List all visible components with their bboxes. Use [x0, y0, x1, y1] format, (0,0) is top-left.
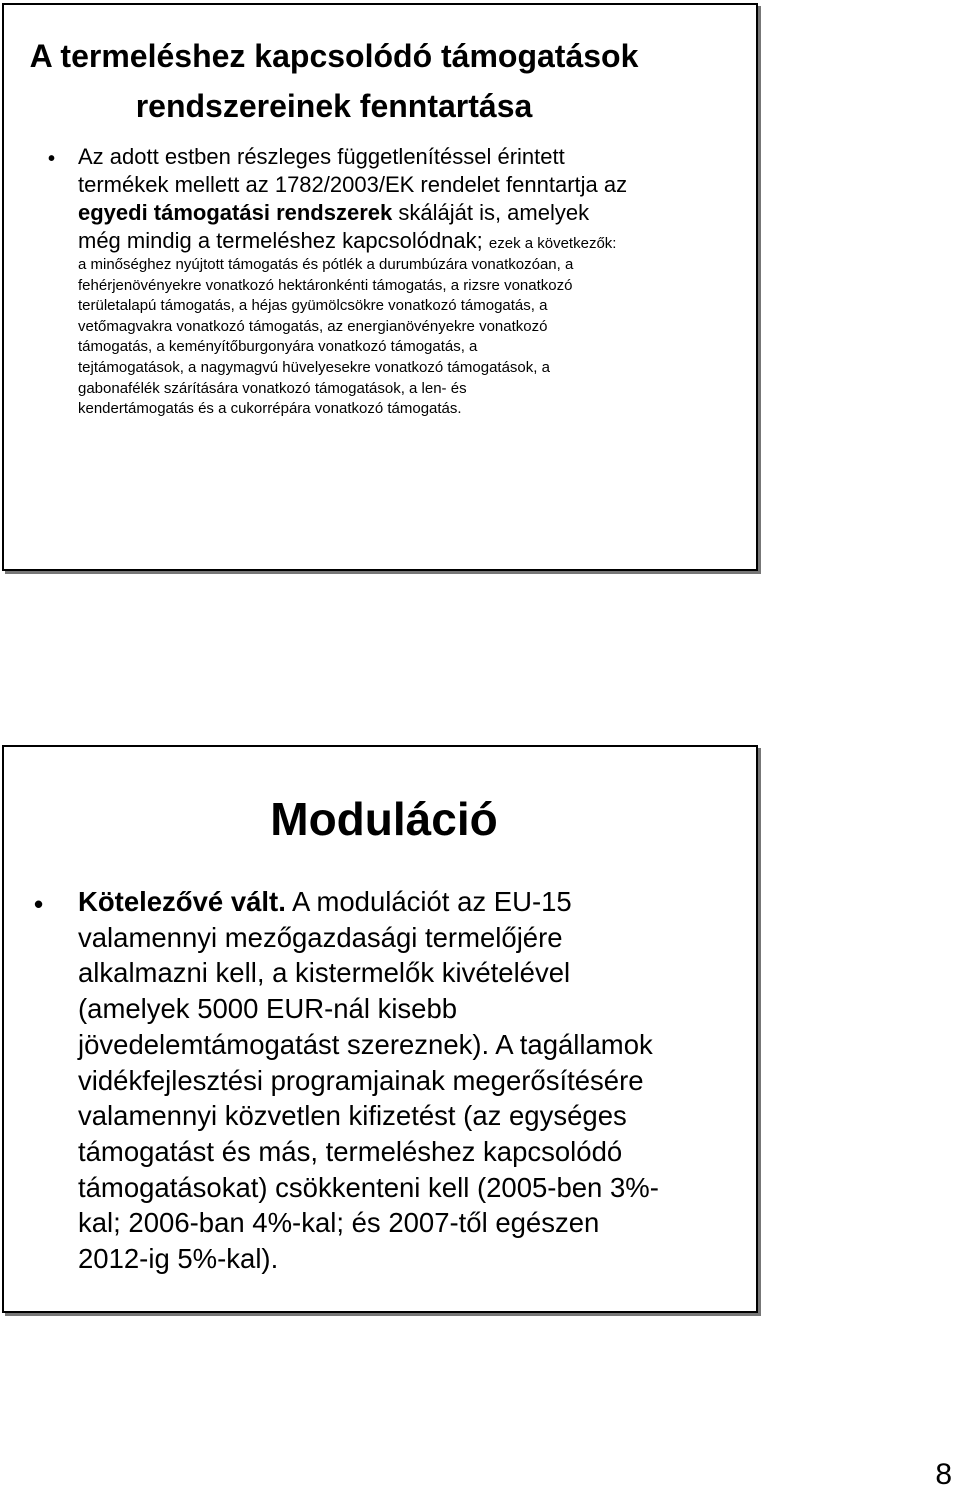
paragraph-line: jövedelemtámogatást szereznek). A tagállamok [78, 1028, 653, 1060]
paragraph-line: Az adott estben részleges függetlenítéssel érintett [78, 144, 565, 169]
paragraph-line: (amelyek 5000 EUR-nál kisebb [78, 993, 458, 1025]
paragraph-small-line: fehérjenövényekre vonatkozó hektáronkénti támogatás, a rizsre vonatkozó [78, 276, 573, 294]
paragraph-small-line: a minőséghez nyújtott támogatás és pótlék a durumbúzára vonatkozóan, a [78, 256, 574, 273]
page-number: 8 [935, 1458, 952, 1491]
paragraph-line: vidékfejlesztési programjainak megerősítésére [78, 1064, 644, 1096]
paragraph-line: alkalmazni kell, a kistermelők kivételével [78, 957, 571, 989]
bold-phrase: egyedi támogatási rendszerek [78, 200, 393, 225]
paragraph-line: termékek mellett az 1782/2003/EK rendelet fenntartja az [78, 172, 628, 197]
slide-title: Moduláció [270, 793, 498, 845]
paragraph-line: támogatást és más, termeléshez kapcsolódó [78, 1135, 623, 1167]
paragraph-text: A modulációt az EU-15 [285, 886, 572, 917]
paragraph-text: skáláját is, amelyek [392, 200, 590, 225]
slide-support-systems [2, 3, 758, 571]
paragraph-line [78, 884, 743, 920]
paragraph-small-line: vetőmagvakra vonatkozó támogatás, az energianövényekre vonatkozó [78, 317, 548, 335]
paragraph-line [78, 199, 743, 227]
bullet-icon: • [48, 148, 56, 170]
bullet-paragraph [78, 884, 743, 1277]
title-line-1: A termeléshez kapcsolódó támogatások [29, 38, 639, 74]
bold-phrase: Kötelezővé vált. [78, 886, 286, 917]
bullet-icon: • [34, 889, 44, 919]
paragraph-line: valamennyi közvetlen kifizetést (az egységes [78, 1100, 627, 1132]
paragraph-text: még mindig a termeléshez kapcsolódnak; [78, 228, 489, 253]
paragraph-line: kal; 2006-ban 4%-kal; és 2007-től egészen [78, 1207, 600, 1239]
paragraph-small-line: támogatás, a keményítőburgonyára vonatkozó támogatás, a [78, 338, 478, 356]
slide-modulation [2, 745, 758, 1313]
paragraph-small-line: kendertámogatás és a cukorrépára vonatkozó támogatás. [78, 400, 462, 418]
title-line-2: rendszereinek fenntartása [135, 88, 533, 124]
paragraph-small-text: ezek a következők: [488, 235, 617, 252]
paragraph-line [78, 227, 743, 255]
paragraph-small-line: tejtámogatások, a nagymagvú hüvelyesekre vonatkozó támogatások, a [78, 358, 550, 376]
paragraph-small-line: gabonafélék szárítására vonatkozó támogatások, a len- és [78, 379, 467, 397]
bullet-paragraph [78, 143, 743, 420]
paragraph-line: 2012-ig 5%-kal). [78, 1243, 279, 1275]
paragraph-line: támogatásokat) csökkenteni kell (2005-ben 3%- [78, 1171, 659, 1203]
paragraph-line: valamennyi mezőgazdasági termelőjére [78, 921, 563, 953]
paragraph-small-line: területalapú támogatás, a héjas gyümölcsökre vonatkozó támogatás, a [78, 297, 548, 315]
slide-title [4, 31, 664, 131]
